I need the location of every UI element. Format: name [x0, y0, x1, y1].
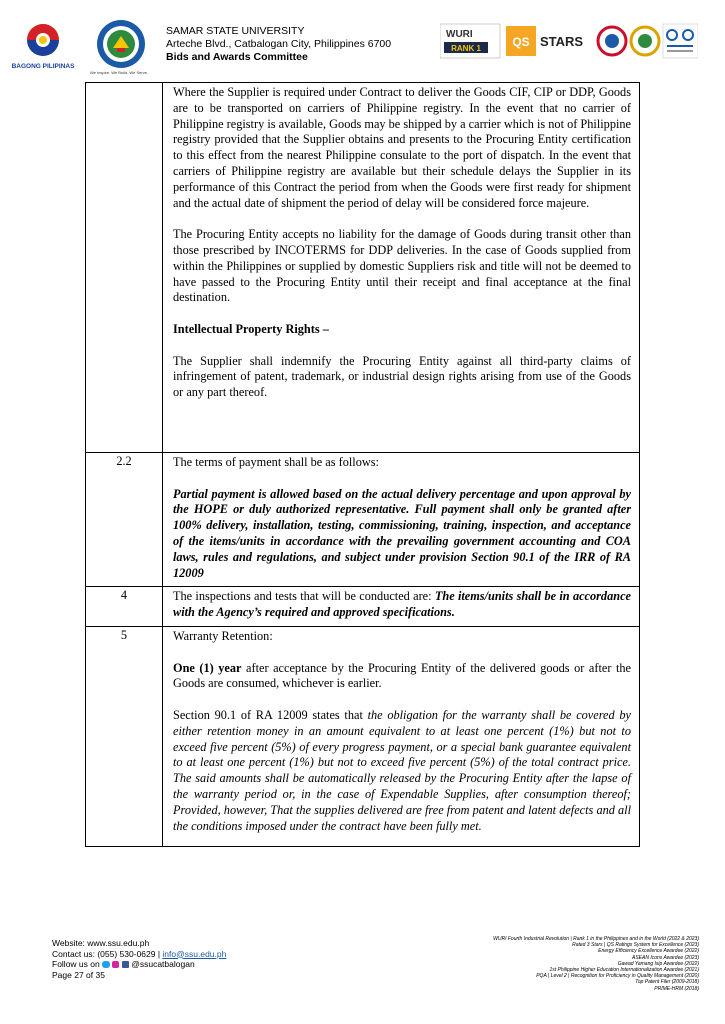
svg-text:RANK 1: RANK 1 — [451, 44, 481, 53]
transport-paragraph: Where the Supplier is required under Contract to deliver the Goods CIF, CIP or DDP, Goods are to be transported on carriers of Philippine registry. In the event that no carrier of Philippine registry is available, Goods may be shipped by a carrier which is not of Philippine registry provided that the Supplier obtains and presents to the Procuring Entity certification to this effect from the nearest Philippine consulate to the port of dispatch. In the event that carriers of Philippine registry are available but their schedule delays the Supplier in its performance of this Contract the period from when the Goods were first ready for shipment and the actual date of shipment the period of delay will be considered force majeure. — [173, 85, 631, 210]
accreditation-logos — [440, 22, 698, 60]
award-line: Rated 3 Stars | QS Ratings System for Excellence (2023) — [572, 942, 699, 949]
facebook-icon[interactable] — [122, 961, 129, 968]
university-name: SAMAR STATE UNIVERSITY — [166, 25, 305, 37]
table-row — [86, 83, 640, 453]
clause-number: 5 — [86, 626, 163, 846]
footer-awards-list — [439, 936, 699, 992]
inspection-paragraph — [173, 589, 631, 621]
instagram-icon[interactable] — [112, 961, 119, 968]
social-handle: @ssucatbalogan — [131, 959, 195, 969]
clause-number: 4 — [86, 587, 163, 627]
warranty-section-intro: Section 90.1 of RA 12009 states that — [173, 707, 368, 722]
ip-rights-paragraph: The Supplier shall indemnify the Procuring Entity against all third-party claims of infringement of patent, trademark, or industrial design rights arising from use of the Goods or any part thereof. — [173, 353, 631, 400]
ssu-seal-logo — [86, 18, 156, 76]
payment-terms-detail: Partial payment is allowed based on the actual delivery percentage and upon approval by the HOPE or duly authorized representative. Full payment shall only be granted after 100% delivery, installation, testing, commissioning, training, inspection, and acceptance of the items/units in accordance with the prevailing government accounting and COA laws, rules and regulations, and subject under provision Section 90.1 of the IRR of RA 12009 — [173, 486, 631, 580]
svg-text:WURI: WURI — [446, 29, 473, 40]
email-link[interactable]: info@ssu.edu.ph — [162, 948, 227, 959]
table-row — [86, 587, 640, 627]
university-address: Arteche Blvd., Catbalogan City, Philippines 6700 — [166, 38, 392, 50]
footer-contact-line: Contact us: (055) 530-0629 | info@ssu.edu.ph — [52, 948, 227, 959]
footer-website: Website: www.ssu.edu.ph — [52, 938, 150, 948]
award-line: PRIME-HRM (2018) — [654, 985, 699, 992]
warranty-period: One (1) year — [173, 660, 242, 675]
warranty-heading: Warranty Retention: — [173, 628, 273, 643]
bagong-pilipinas-logo — [10, 20, 76, 72]
page-number: Page 27 of 35 — [52, 969, 105, 980]
inspection-requirement: The items/units shall be in accordance with the Agency’s required and approved specifications. — [173, 589, 631, 620]
inspection-intro: The inspections and tests that will be conducted are: — [173, 589, 435, 604]
award-line: Gawad Yamang Isip Awardee (2022) — [617, 960, 699, 967]
warranty-period-rest: after acceptance by the Procuring Entity of the delivered goods or after the Goods are consumed, whichever is earlier. — [173, 660, 632, 691]
award-line: ASEAN Icons Awardee (2023) — [632, 954, 699, 961]
letterhead-text — [166, 25, 391, 64]
warranty-period-paragraph — [173, 661, 631, 693]
clause-text — [163, 587, 640, 627]
award-line: PQA | Level 2 | Recognition for Proficiency in Quality Management (2020) — [536, 973, 699, 980]
twitter-icon[interactable] — [102, 961, 110, 968]
warranty-section-quote: the obligation for the warranty shall be covered by either retention money in an amount equivalent to at least one percent (1%) but not to exceed five percent (5%) of every progress payment, or a special bank guarantee equivalent to at least one percent (1%) but not to exceed five percent (5%) of the total contract price. The said amounts shall be automatically released by the Procuring Entity after the lapse of the warranty period or, in the case of Expendable Supplies, after consumption thereof; Provided, however, That the supplies delivered are free from patent and latent defects and all the conditions imposed under the contract have been fully met. — [173, 707, 631, 833]
payment-terms-intro: The terms of payment shall be as follows: — [173, 455, 379, 469]
liability-paragraph: The Procuring Entity accepts no liability for the damage of Goods during transit other than those prescribed by INCOTERMS for DDP deliveries. In the case of Goods supplied from within the Philippines or supplied by domestic Suppliers risk and title will not be deemed to have passed to the Procuring Entity until their receipt and final acceptance at the final destination. — [173, 227, 631, 305]
award-line: Top Patent Filer (2009-2018) — [635, 979, 699, 986]
award-line: 1st Philippine Higher Education Internationalization Awardee (2021) — [549, 967, 699, 974]
clause-number: 2.2 — [86, 453, 163, 587]
clause-text — [163, 626, 640, 846]
clause-number — [86, 83, 163, 453]
table-row — [86, 626, 640, 846]
contract-conditions-table — [85, 82, 640, 847]
warranty-section-paragraph — [173, 708, 631, 834]
clause-text — [163, 453, 640, 587]
table-row — [86, 453, 640, 587]
ssu-tagline: We Inspire. We Build. We Serve. — [90, 70, 149, 75]
svg-text:BAGONG PILIPINAS: BAGONG PILIPINAS — [11, 63, 75, 70]
office-name: Bids and Awards Committee — [166, 51, 308, 63]
ip-rights-heading: Intellectual Property Rights – — [173, 321, 329, 336]
award-line: WURI Fourth Industrial Revolution | Rank 1 in the Philippines and in the World (2022 & 2023) — [493, 936, 699, 942]
footer-contact — [52, 938, 226, 980]
footer-social-line: Follow us on @ssucatbalogan — [52, 959, 195, 969]
award-line: Energy Efficiency Excellence Awardee (2022) — [598, 948, 699, 955]
svg-text:STARS: STARS — [540, 34, 584, 49]
clause-text — [163, 83, 640, 453]
svg-text:QS: QS — [512, 35, 530, 49]
